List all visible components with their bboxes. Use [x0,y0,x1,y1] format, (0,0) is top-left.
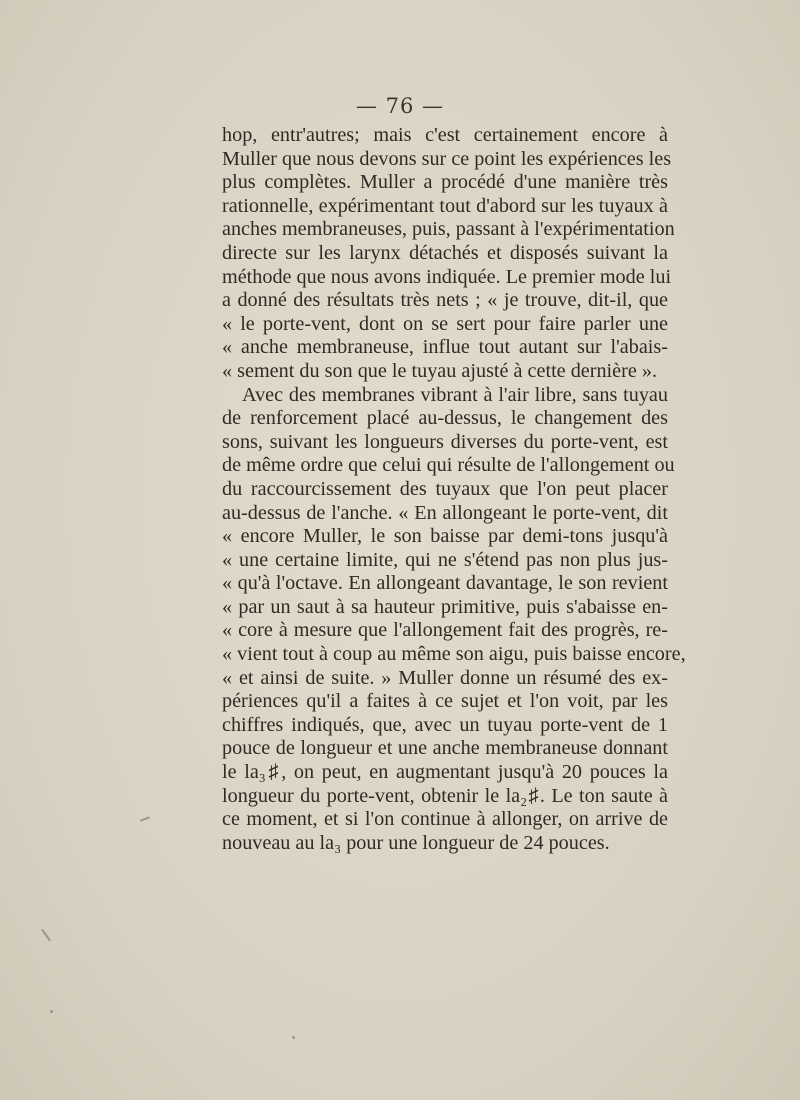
scan-speck [292,1036,295,1039]
text-line: a donné des résultats très nets ; « je trouve, dit-il, que [222,289,668,312]
text-line: de même ordre que celui qui résulte de l'allongement ou [222,454,675,477]
scan-speck [41,929,51,942]
text-line: sons, suivant les longueurs diverses du porte-vent, est [222,430,668,453]
text-line: anches membraneuses, puis, passant à l'expérimentation [222,218,675,241]
text-line: « et ainsi de suite. » Muller donne un résumé des ex- [222,666,668,689]
text-line: « par un saut à sa hauteur primitive, puis s'abaisse en- [222,595,668,618]
text-line: ce moment, et si l'on continue à allonger, on arrive de [222,808,668,831]
text-line: pouce de longueur et une anche membraneuse donnant [222,737,668,760]
text-line: nouveau au la₃ pour une longueur de 24 pouces. [222,831,610,854]
body-text [222,124,686,855]
text-line: « le porte-vent, dont on se sert pour faire parler une [222,312,668,335]
text-line: directe sur les larynx détachés et disposés suivant la [222,241,668,264]
text-line: Muller que nous devons sur ce point les expériences les [222,147,672,170]
text-line: méthode que nous avons indiquée. Le premier mode lui [222,265,672,288]
scan-speck [50,1010,53,1013]
text-line: au-dessus de l'anche. « En allongeant le porte-vent, dit [222,501,668,524]
page-number: — 76 — [355,94,445,118]
text-line: « encore Muller, le son baisse par demi-tons jusqu'à [222,525,668,548]
text-line: « une certaine limite, qui ne s'étend pas non plus jus- [222,548,668,571]
text-line: de renforcement placé au-dessus, le changement des [222,407,668,430]
text-line: « qu'à l'octave. En allongeant davantage, le son revient [222,572,668,595]
text-line: chiffres indiqués, que, avec un tuyau porte-vent de 1 [222,713,668,736]
text-line: longueur du porte-vent, obtenir le la₂♯. Le ton saute à [222,784,668,807]
text-line: rationnelle, expérimentant tout d'abord sur les tuyaux à [222,194,668,217]
text-line: « sement du son que le tuyau ajusté à cette dernière ». [222,359,657,382]
text-line: « core à mesure que l'allongement fait des progrès, re- [222,619,668,642]
text-line: plus complètes. Muller a procédé d'une manière très [222,171,668,194]
text-line: hop, entr'autres; mais c'est certainement encore à [222,124,668,146]
text-line: du raccourcissement des tuyaux que l'on peut placer [222,477,668,500]
text-line: « anche membraneuse, influe tout autant sur l'abais- [222,336,668,359]
text-line: « vient tout à coup au même son aigu, puis baisse encore, [222,643,686,666]
text-line: périences qu'il a faites à ce sujet et l'on voit, par les [222,690,668,713]
text-line: le la₃♯, on peut, en augmentant jusqu'à 20 pouces la [222,761,668,784]
scan-speck [140,816,150,821]
text-line: Avec des membranes vibrant à l'air libre, sans tuyau [242,383,668,406]
